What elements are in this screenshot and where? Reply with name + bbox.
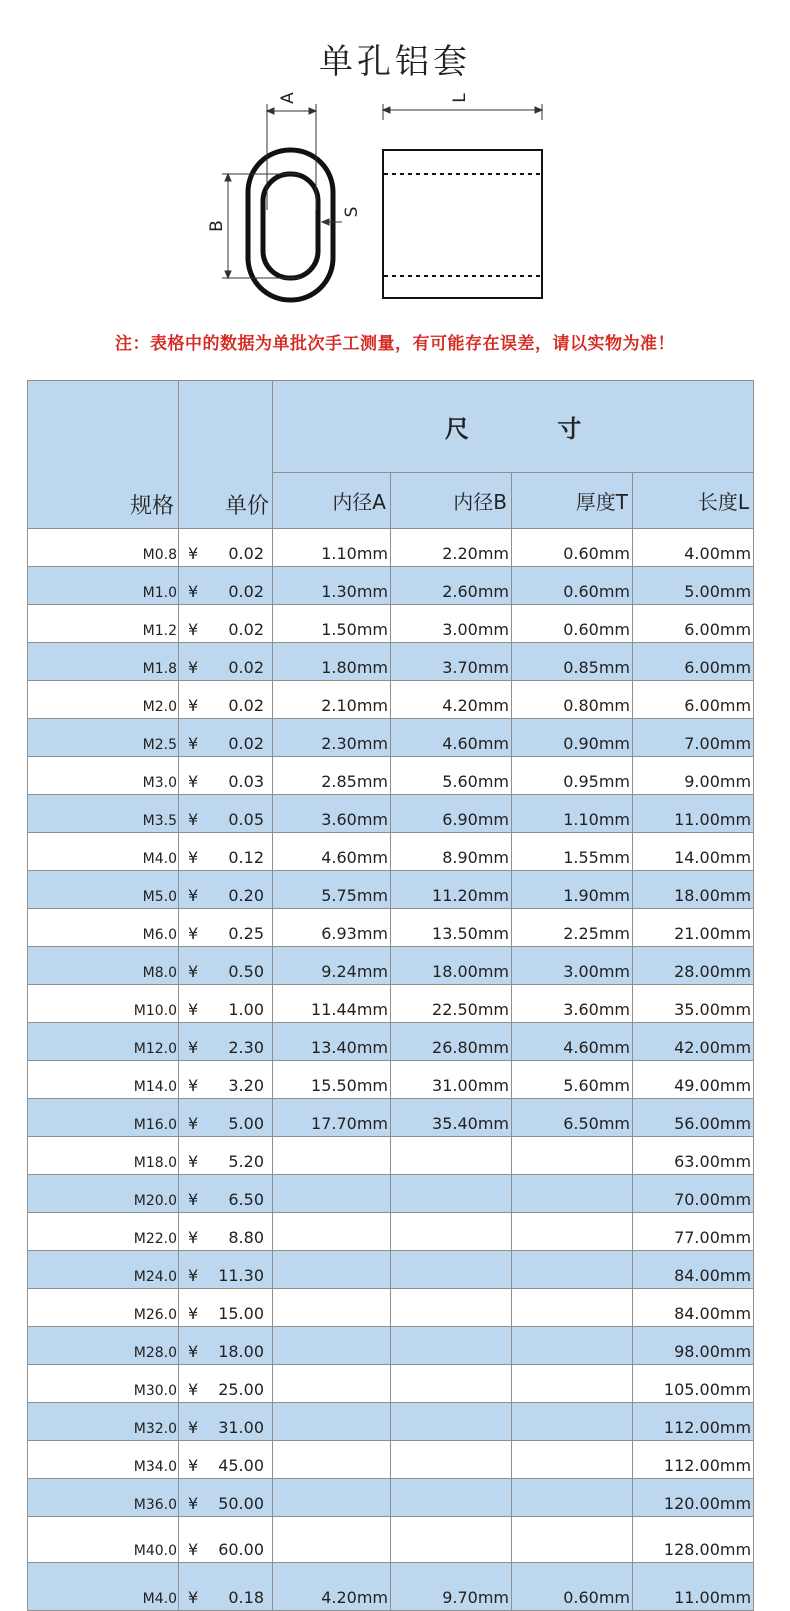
cell-price [179,1061,273,1099]
cell-inner-a [273,1327,391,1365]
cell-inner-a [273,1403,391,1441]
price-value: 3.20 [228,1076,264,1095]
price-value: 5.20 [228,1152,264,1171]
sleeve-dimension-diagram [0,0,790,310]
cell-length-l: 11.00mm [633,1563,754,1611]
cell-length-l: 63.00mm [633,1137,754,1175]
cell-length-l: 98.00mm [633,1327,754,1365]
cell-thickness-t: 0.60mm [512,1563,633,1611]
cell-thickness-t: 1.10mm [512,795,633,833]
spec-table [27,380,754,1611]
cell-spec: M20.0 [28,1175,179,1213]
cell-inner-b: 5.60mm [391,757,512,795]
cell-inner-a [273,1479,391,1517]
cell-length-l: 9.00mm [633,757,754,795]
table-row [28,719,754,757]
cell-inner-b [391,1479,512,1517]
spec-table-body [28,529,754,1611]
cell-inner-b [391,1175,512,1213]
currency-symbol: ¥ [188,1380,199,1399]
cell-thickness-t [512,1517,633,1563]
cell-price [179,1327,273,1365]
cell-inner-b: 26.80mm [391,1023,512,1061]
cell-price [179,567,273,605]
header-inner-b: 内径B [391,473,512,529]
cell-spec: M4.0 [28,833,179,871]
currency-symbol: ¥ [188,1540,199,1559]
page-title: 单孔铝套 [319,42,471,82]
cell-price [179,871,273,909]
cell-thickness-t: 5.60mm [512,1061,633,1099]
cell-inner-a [273,1517,391,1563]
currency-symbol: ¥ [188,1304,199,1323]
price-value: 31.00 [218,1418,264,1437]
cell-price [179,1213,273,1251]
cell-price [179,1365,273,1403]
cell-spec: M1.2 [28,605,179,643]
currency-symbol: ¥ [188,1076,199,1095]
cell-inner-a: 9.24mm [273,947,391,985]
cell-inner-b: 4.60mm [391,719,512,757]
price-value: 0.03 [228,772,264,791]
cell-inner-b: 3.00mm [391,605,512,643]
price-value: 1.00 [228,1000,264,1019]
label-s: S [342,206,362,218]
cell-thickness-t: 1.90mm [512,871,633,909]
cell-thickness-t: 0.60mm [512,605,633,643]
cell-inner-a: 1.10mm [273,529,391,567]
cell-length-l: 6.00mm [633,605,754,643]
cell-inner-b: 13.50mm [391,909,512,947]
cell-thickness-t [512,1479,633,1517]
cell-inner-b: 18.00mm [391,947,512,985]
cell-price [179,795,273,833]
cell-price [179,1175,273,1213]
table-row [28,1213,754,1251]
table-row [28,871,754,909]
price-value: 25.00 [218,1380,264,1399]
table-row [28,757,754,795]
cell-inner-a: 2.85mm [273,757,391,795]
cell-thickness-t [512,1289,633,1327]
price-value: 8.80 [228,1228,264,1247]
table-row [28,1289,754,1327]
cell-price [179,529,273,567]
price-value: 0.05 [228,810,264,829]
table-row [28,1175,754,1213]
table-row [28,947,754,985]
cell-thickness-t [512,1327,633,1365]
price-value: 50.00 [218,1494,264,1513]
cell-length-l: 7.00mm [633,719,754,757]
cell-spec: M34.0 [28,1441,179,1479]
cell-thickness-t: 0.95mm [512,757,633,795]
cell-inner-b [391,1213,512,1251]
cell-length-l: 112.00mm [633,1403,754,1441]
cell-spec: M32.0 [28,1403,179,1441]
cell-inner-a: 1.30mm [273,567,391,605]
cell-length-l: 6.00mm [633,643,754,681]
price-value: 0.02 [228,696,264,715]
cell-spec: M28.0 [28,1327,179,1365]
cell-thickness-t [512,1441,633,1479]
price-value: 0.20 [228,886,264,905]
table-row [28,1327,754,1365]
cell-spec: M2.5 [28,719,179,757]
dimension-l [383,104,542,120]
cell-length-l: 105.00mm [633,1365,754,1403]
cell-inner-a: 13.40mm [273,1023,391,1061]
currency-symbol: ¥ [188,1342,199,1361]
cell-spec: M24.0 [28,1251,179,1289]
cell-length-l: 11.00mm [633,795,754,833]
cell-price [179,1563,273,1611]
table-row [28,1563,754,1611]
cell-spec: M18.0 [28,1137,179,1175]
currency-symbol: ¥ [188,1114,199,1133]
cell-spec: M6.0 [28,909,179,947]
table-row [28,1137,754,1175]
side-view [383,150,542,298]
price-value: 0.50 [228,962,264,981]
currency-symbol: ¥ [188,544,199,563]
table-row [28,605,754,643]
currency-symbol: ¥ [188,1494,199,1513]
table-row [28,529,754,567]
cell-thickness-t: 0.60mm [512,529,633,567]
cell-inner-b: 2.60mm [391,567,512,605]
header-price: 单价 [179,381,273,529]
cell-spec: M14.0 [28,1061,179,1099]
cell-spec: M40.0 [28,1517,179,1563]
cell-length-l: 42.00mm [633,1023,754,1061]
cell-thickness-t [512,1213,633,1251]
cell-inner-a [273,1213,391,1251]
currency-symbol: ¥ [188,1418,199,1437]
table-row [28,909,754,947]
cell-spec: M3.5 [28,795,179,833]
cell-price [179,947,273,985]
cell-length-l: 128.00mm [633,1517,754,1563]
currency-symbol: ¥ [188,734,199,753]
price-value: 2.30 [228,1038,264,1057]
cell-price [179,605,273,643]
table-row [28,1441,754,1479]
cell-price [179,833,273,871]
cell-spec: M26.0 [28,1289,179,1327]
cell-inner-b [391,1251,512,1289]
cell-price [179,909,273,947]
table-row [28,985,754,1023]
cell-inner-b [391,1441,512,1479]
cell-inner-b [391,1289,512,1327]
cell-price [179,1251,273,1289]
cell-thickness-t: 0.85mm [512,643,633,681]
cell-length-l: 70.00mm [633,1175,754,1213]
cell-price [179,1441,273,1479]
cell-thickness-t: 0.60mm [512,567,633,605]
currency-symbol: ¥ [188,924,199,943]
cell-thickness-t: 2.25mm [512,909,633,947]
cell-inner-b: 3.70mm [391,643,512,681]
cell-length-l: 84.00mm [633,1289,754,1327]
cell-price [179,681,273,719]
table-row [28,1099,754,1137]
cell-length-l: 77.00mm [633,1213,754,1251]
currency-symbol: ¥ [188,658,199,677]
cell-inner-b [391,1403,512,1441]
cell-price [179,757,273,795]
cell-inner-a [273,1175,391,1213]
cell-inner-b: 4.20mm [391,681,512,719]
currency-symbol: ¥ [188,848,199,867]
cell-price [179,1479,273,1517]
price-value: 0.12 [228,848,264,867]
header-length-l: 长度L [633,473,754,529]
currency-symbol: ¥ [188,1000,199,1019]
price-value: 0.02 [228,544,264,563]
price-value: 0.02 [228,620,264,639]
cell-price [179,1099,273,1137]
currency-symbol: ¥ [188,886,199,905]
cell-spec: M8.0 [28,947,179,985]
table-row [28,1061,754,1099]
cell-inner-a: 3.60mm [273,795,391,833]
cell-inner-b [391,1137,512,1175]
cell-spec: M10.0 [28,985,179,1023]
price-value: 0.18 [228,1588,264,1607]
cell-inner-b: 35.40mm [391,1099,512,1137]
cell-inner-b: 2.20mm [391,529,512,567]
cell-thickness-t: 4.60mm [512,1023,633,1061]
cell-inner-a: 11.44mm [273,985,391,1023]
cell-thickness-t [512,1137,633,1175]
cell-inner-b: 9.70mm [391,1563,512,1611]
cell-price [179,985,273,1023]
cell-inner-a: 17.70mm [273,1099,391,1137]
cell-length-l: 84.00mm [633,1251,754,1289]
price-value: 0.02 [228,582,264,601]
price-value: 45.00 [218,1456,264,1475]
cell-length-l: 112.00mm [633,1441,754,1479]
price-value: 60.00 [218,1540,264,1559]
cell-length-l: 4.00mm [633,529,754,567]
label-b: B [207,220,227,232]
cell-price [179,1137,273,1175]
cell-price [179,643,273,681]
currency-symbol: ¥ [188,1038,199,1057]
price-value: 0.02 [228,734,264,753]
cell-inner-b: 8.90mm [391,833,512,871]
price-value: 18.00 [218,1342,264,1361]
cell-inner-b [391,1327,512,1365]
price-value: 11.30 [218,1266,264,1285]
cell-length-l: 14.00mm [633,833,754,871]
cell-thickness-t: 0.80mm [512,681,633,719]
cell-inner-a: 2.10mm [273,681,391,719]
cell-inner-b [391,1517,512,1563]
cell-length-l: 6.00mm [633,681,754,719]
cell-length-l: 35.00mm [633,985,754,1023]
cell-thickness-t: 3.60mm [512,985,633,1023]
price-value: 0.02 [228,658,264,677]
table-row [28,795,754,833]
table-row [28,1517,754,1563]
cell-thickness-t: 1.55mm [512,833,633,871]
header-size: 尺 寸 [273,381,754,473]
header-spec: 规格 [28,381,179,529]
currency-symbol: ¥ [188,1152,199,1171]
cell-spec: M2.0 [28,681,179,719]
cell-inner-a: 2.30mm [273,719,391,757]
cell-length-l: 49.00mm [633,1061,754,1099]
disclaimer-note: 注：表格中的数据为单批次手工测量，有可能存在误差，请以实物为准！ [115,334,675,354]
cell-inner-a [273,1251,391,1289]
cell-thickness-t: 0.90mm [512,719,633,757]
table-row [28,1403,754,1441]
cell-length-l: 21.00mm [633,909,754,947]
cell-inner-a: 15.50mm [273,1061,391,1099]
cell-length-l: 56.00mm [633,1099,754,1137]
table-row [28,1479,754,1517]
header-inner-a: 内径A [273,473,391,529]
currency-symbol: ¥ [188,1228,199,1247]
cell-thickness-t [512,1365,633,1403]
price-value: 0.25 [228,924,264,943]
table-row [28,1365,754,1403]
cell-thickness-t [512,1175,633,1213]
currency-symbol: ¥ [188,1190,199,1209]
currency-symbol: ¥ [188,696,199,715]
currency-symbol: ¥ [188,582,199,601]
currency-symbol: ¥ [188,1588,199,1607]
table-row [28,681,754,719]
cell-length-l: 18.00mm [633,871,754,909]
cell-spec: M4.0 [28,1563,179,1611]
cell-spec: M30.0 [28,1365,179,1403]
label-l: L [450,93,470,103]
cell-inner-b: 31.00mm [391,1061,512,1099]
cell-spec: M0.8 [28,529,179,567]
table-row [28,1023,754,1061]
cell-inner-b: 11.20mm [391,871,512,909]
cell-inner-b [391,1365,512,1403]
cell-spec: M3.0 [28,757,179,795]
cell-price [179,1023,273,1061]
cell-inner-a: 5.75mm [273,871,391,909]
table-row [28,567,754,605]
table-row [28,643,754,681]
cell-spec: M12.0 [28,1023,179,1061]
cell-price [179,1517,273,1563]
currency-symbol: ¥ [188,962,199,981]
cell-inner-a: 4.60mm [273,833,391,871]
cell-spec: M22.0 [28,1213,179,1251]
cell-length-l: 5.00mm [633,567,754,605]
header-thickness-t: 厚度T [512,473,633,529]
cell-spec: M16.0 [28,1099,179,1137]
cell-inner-a: 1.80mm [273,643,391,681]
cell-length-l: 120.00mm [633,1479,754,1517]
currency-symbol: ¥ [188,772,199,791]
cell-inner-a [273,1289,391,1327]
cell-spec: M36.0 [28,1479,179,1517]
currency-symbol: ¥ [188,1456,199,1475]
cell-inner-b: 22.50mm [391,985,512,1023]
cell-spec: M1.0 [28,567,179,605]
cell-price [179,1403,273,1441]
dimension-a [267,104,316,210]
cell-inner-a: 4.20mm [273,1563,391,1611]
cell-price [179,719,273,757]
cell-inner-a [273,1365,391,1403]
cell-inner-a [273,1441,391,1479]
cell-spec: M5.0 [28,871,179,909]
cell-spec: M1.8 [28,643,179,681]
table-row [28,1251,754,1289]
price-value: 5.00 [228,1114,264,1133]
currency-symbol: ¥ [188,1266,199,1285]
cell-inner-a: 1.50mm [273,605,391,643]
price-value: 15.00 [218,1304,264,1323]
price-value: 6.50 [228,1190,264,1209]
cell-thickness-t: 3.00mm [512,947,633,985]
cell-inner-b: 6.90mm [391,795,512,833]
cell-thickness-t [512,1403,633,1441]
label-a: A [278,92,298,104]
cell-thickness-t [512,1251,633,1289]
cell-length-l: 28.00mm [633,947,754,985]
cell-inner-a: 6.93mm [273,909,391,947]
table-row [28,833,754,871]
currency-symbol: ¥ [188,810,199,829]
cell-thickness-t: 6.50mm [512,1099,633,1137]
currency-symbol: ¥ [188,620,199,639]
cell-price [179,1289,273,1327]
cell-inner-a [273,1137,391,1175]
